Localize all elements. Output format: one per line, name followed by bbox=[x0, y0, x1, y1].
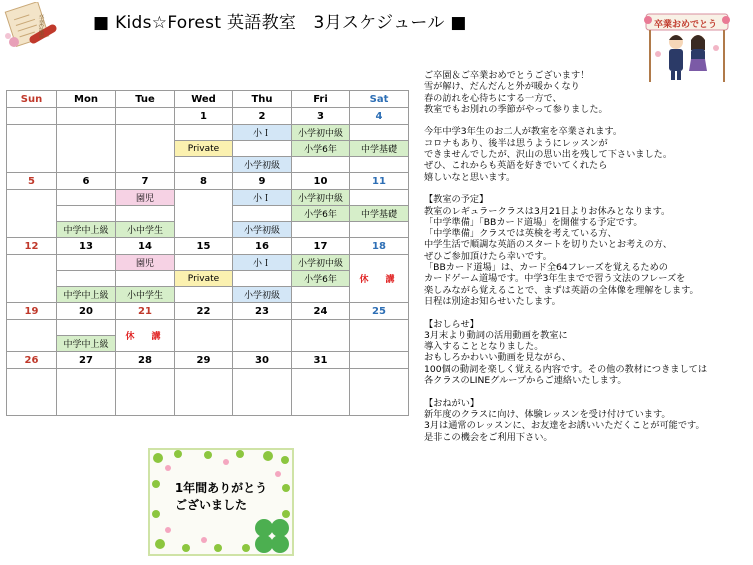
date-cell: 16 bbox=[233, 238, 292, 255]
date-cell: 20 bbox=[57, 303, 116, 320]
class-cell-empty bbox=[350, 125, 409, 141]
class-slot: 小Ｉ bbox=[233, 190, 292, 206]
notice-line: 中学生活で順調な英語のスタートを切りたいとお考えの方、 bbox=[424, 239, 673, 251]
class-cell-empty bbox=[7, 369, 57, 416]
weekday-tue: Tue bbox=[116, 91, 175, 108]
notice-line: 日程は別途お知らせいたします。 bbox=[424, 295, 561, 307]
notice-line: 是非この機会をご利用下さい。 bbox=[424, 431, 553, 443]
class-cell-empty bbox=[175, 157, 233, 173]
class-cell-empty bbox=[57, 206, 116, 222]
date-cell: 3 bbox=[292, 108, 350, 125]
class-slot: 小Ｉ bbox=[233, 125, 292, 141]
notice-line: 教室でもお別れの季節がやって参りました。 bbox=[424, 103, 608, 115]
notice-line: 「BBカード道場」は、カード全64フレーズを覚えるための bbox=[424, 262, 668, 274]
week4-date-row bbox=[7, 303, 409, 320]
notice-line: 3月末より動詞の活用動画を教室に bbox=[424, 329, 568, 341]
date-cell: 5 bbox=[7, 173, 57, 190]
class-slot: 小中学生 bbox=[116, 287, 175, 303]
class-cell-empty bbox=[116, 125, 175, 173]
class-slot: 中学中上級 bbox=[57, 336, 116, 352]
notice-line: おもしろかわいい動画を見ながら、 bbox=[424, 352, 571, 364]
week2-date-row bbox=[7, 173, 409, 190]
class-slot: 小Ｉ bbox=[233, 255, 292, 271]
class-cell-empty bbox=[350, 222, 409, 238]
week3-class-row bbox=[7, 255, 409, 271]
class-cell-empty bbox=[116, 369, 175, 416]
date-cell: 21 bbox=[116, 303, 175, 320]
date-cell: 30 bbox=[233, 352, 292, 369]
notice-line: 【教室の予定】 bbox=[424, 194, 489, 206]
class-cell-empty bbox=[292, 222, 350, 238]
date-cell: 26 bbox=[7, 352, 57, 369]
week3-class-row bbox=[7, 271, 409, 287]
class-slot: 中学中上級 bbox=[57, 222, 116, 238]
class-cell-empty bbox=[116, 206, 175, 222]
week1-date-row bbox=[7, 108, 409, 125]
class-cell-empty bbox=[233, 141, 292, 157]
notice-line: 「中学準備」「BBカード道場」を開催する予定です。 bbox=[424, 216, 643, 228]
notice-line: 100個の動詞を楽しく覚える内容です。その他の教材につきましては bbox=[424, 363, 708, 375]
notice-line: 今年中学3年生のお二人が教室を卒業されます。 bbox=[424, 126, 623, 138]
weekday-fri: Fri bbox=[292, 91, 350, 108]
class-cell-empty bbox=[175, 369, 233, 416]
date-cell: 29 bbox=[175, 352, 233, 369]
class-slot: 小学初級 bbox=[233, 287, 292, 303]
date-cell: 4 bbox=[350, 108, 409, 125]
class-cell-empty bbox=[175, 320, 233, 352]
class-slot: 小学初中級 bbox=[292, 125, 350, 141]
class-cell-empty bbox=[292, 320, 350, 352]
thank-you-line-1: 1年間ありがとう bbox=[174, 481, 268, 495]
date-cell bbox=[116, 108, 175, 125]
thank-you-line-2: ございました bbox=[174, 498, 247, 512]
week3-class-row bbox=[7, 287, 409, 303]
diploma-scroll-illustration bbox=[2, 2, 62, 52]
graduation-banner-text: 卒業おめでとう bbox=[654, 20, 718, 30]
class-slot: 小学初中級 bbox=[292, 190, 350, 206]
class-cell-empty bbox=[7, 125, 57, 173]
date-cell: 18 bbox=[350, 238, 409, 255]
date-cell: 13 bbox=[57, 238, 116, 255]
class-slot: 小学初級 bbox=[233, 222, 292, 238]
class-cell-empty bbox=[350, 190, 409, 206]
date-cell bbox=[57, 108, 116, 125]
weekday-thu: Thu bbox=[233, 91, 292, 108]
notice-line: ご卒園＆ご卒業おめでとうございます！ bbox=[424, 70, 590, 81]
march-schedule-calendar bbox=[6, 90, 409, 416]
class-slot: 小中学生 bbox=[116, 222, 175, 238]
class-cell-empty bbox=[116, 271, 175, 287]
date-cell: 19 bbox=[7, 303, 57, 320]
class-cell-empty bbox=[57, 190, 116, 206]
class-cell-empty bbox=[7, 320, 57, 352]
class-cell-empty bbox=[350, 320, 409, 352]
week2-class-row bbox=[7, 190, 409, 206]
date-cell: 7 bbox=[116, 173, 175, 190]
date-cell: 6 bbox=[57, 173, 116, 190]
class-cell-empty bbox=[7, 255, 57, 303]
holiday-label: 休 講 bbox=[116, 320, 175, 352]
class-cell-empty bbox=[57, 320, 116, 336]
date-cell: 23 bbox=[233, 303, 292, 320]
date-cell: 22 bbox=[175, 303, 233, 320]
notice-blank-line bbox=[424, 307, 750, 318]
notice-line: カードゲーム道場です。中学3年生までで習う文法のフレーズを bbox=[424, 273, 686, 285]
notice-blank-line bbox=[424, 115, 750, 126]
date-cell: 27 bbox=[57, 352, 116, 369]
class-cell-empty bbox=[175, 125, 233, 141]
date-cell: 2 bbox=[233, 108, 292, 125]
notice-line: 各クラスのLINEグループからご連絡いたします。 bbox=[424, 375, 627, 387]
notice-line: 【おねがい】 bbox=[424, 397, 480, 409]
class-cell-empty bbox=[175, 287, 233, 303]
class-cell-empty bbox=[292, 369, 350, 416]
class-slot: 園児 bbox=[116, 255, 175, 271]
class-slot: 中学中上級 bbox=[57, 287, 116, 303]
date-cell bbox=[350, 352, 409, 369]
class-cell-empty bbox=[233, 320, 292, 352]
notice-line: 【おしらせ】 bbox=[424, 318, 479, 330]
class-cell-empty bbox=[350, 369, 409, 416]
class-cell-empty bbox=[175, 190, 233, 238]
class-slot: 中学基礎 bbox=[350, 141, 409, 157]
class-slot: 小学6年 bbox=[292, 206, 350, 222]
date-cell: 25 bbox=[350, 303, 409, 320]
class-cell-empty bbox=[57, 369, 116, 416]
class-slot: 小学6年 bbox=[292, 271, 350, 287]
class-slot: 中学基礎 bbox=[350, 206, 409, 222]
date-cell: 11 bbox=[350, 173, 409, 190]
notice-line: 新年度のクラスに向け、体験レッスンを受け付けています。 bbox=[424, 408, 671, 420]
class-cell-empty bbox=[7, 190, 57, 238]
date-cell: 17 bbox=[292, 238, 350, 255]
scroll-text: 卒業証書 bbox=[37, 14, 44, 38]
date-cell: 10 bbox=[292, 173, 350, 190]
date-cell: 15 bbox=[175, 238, 233, 255]
thank-you-message bbox=[148, 480, 294, 514]
class-slot: 小学初級 bbox=[233, 157, 292, 173]
class-slot: Private bbox=[175, 271, 233, 287]
weekday-sat: Sat bbox=[350, 91, 409, 108]
class-cell-empty bbox=[350, 157, 409, 173]
class-cell-empty bbox=[233, 271, 292, 287]
notice-blank-line bbox=[424, 386, 750, 397]
page-title: ■ Kids☆Forest 英語教室 3月スケジュール ■ bbox=[93, 13, 467, 33]
notice-line: 楽しみながら覚えることで、まずは英語の全体像を理解をします。 bbox=[424, 284, 699, 296]
weekday-mon: Mon bbox=[57, 91, 116, 108]
week5-class-row bbox=[7, 369, 409, 416]
week3-date-row bbox=[7, 238, 409, 255]
class-cell-empty bbox=[292, 287, 350, 303]
notice-line: 春の訪れを心待ちにする一方で、 bbox=[424, 92, 562, 104]
weekday-sun: Sun bbox=[7, 91, 57, 108]
notice-blank-line bbox=[424, 183, 750, 194]
notice-line: ぜひご参加頂けたら幸いです。 bbox=[424, 250, 552, 262]
notice-line: 3月は通常のレッスンに、お友達をお誘いいただくことが可能です。 bbox=[424, 420, 705, 432]
class-cell-empty bbox=[57, 125, 116, 173]
date-cell: 8 bbox=[175, 173, 233, 190]
week5-date-row bbox=[7, 352, 409, 369]
week1-class-row bbox=[7, 125, 409, 141]
class-cell-empty bbox=[175, 255, 233, 271]
date-cell: 1 bbox=[175, 108, 233, 125]
class-slot: 園児 bbox=[116, 190, 175, 206]
class-cell-empty bbox=[292, 157, 350, 173]
notice-text-block bbox=[424, 70, 750, 443]
date-cell: 31 bbox=[292, 352, 350, 369]
date-cell: 28 bbox=[116, 352, 175, 369]
date-cell: 14 bbox=[116, 238, 175, 255]
class-cell-empty bbox=[233, 206, 292, 222]
notice-line: 導入することとなりました。 bbox=[424, 341, 544, 353]
date-cell: 12 bbox=[7, 238, 57, 255]
weekday-wed: Wed bbox=[175, 91, 233, 108]
notice-line: 「中学準備」クラスでは英検を考えている方、 bbox=[424, 228, 617, 240]
weekday-header-row bbox=[7, 91, 409, 108]
notice-line: コロナもあり、後半は思うようにレッスンが bbox=[424, 137, 608, 149]
date-cell: 9 bbox=[233, 173, 292, 190]
notice-line: 嬉しいなと思います。 bbox=[424, 171, 516, 183]
notice-line: ぜひ、これからも英語を好きでいてくれたら bbox=[424, 160, 608, 172]
notice-line: 教室のレギュラークラスは3月21日よりお休みとなります。 bbox=[424, 205, 671, 217]
notice-line: できませんでしたが、沢山の思い出を残して下さいました。 bbox=[424, 149, 673, 161]
class-cell-empty bbox=[57, 255, 116, 271]
class-slot: Private bbox=[175, 141, 233, 157]
notice-line: 雪が解け、だんだんと外が暖かくなり bbox=[424, 81, 580, 93]
class-slot: 小学6年 bbox=[292, 141, 350, 157]
class-cell-empty bbox=[57, 271, 116, 287]
class-cell-empty bbox=[233, 369, 292, 416]
date-cell: 24 bbox=[292, 303, 350, 320]
holiday-label: 休 講 bbox=[350, 255, 409, 303]
date-cell bbox=[7, 108, 57, 125]
class-slot: 小学初中級 bbox=[292, 255, 350, 271]
